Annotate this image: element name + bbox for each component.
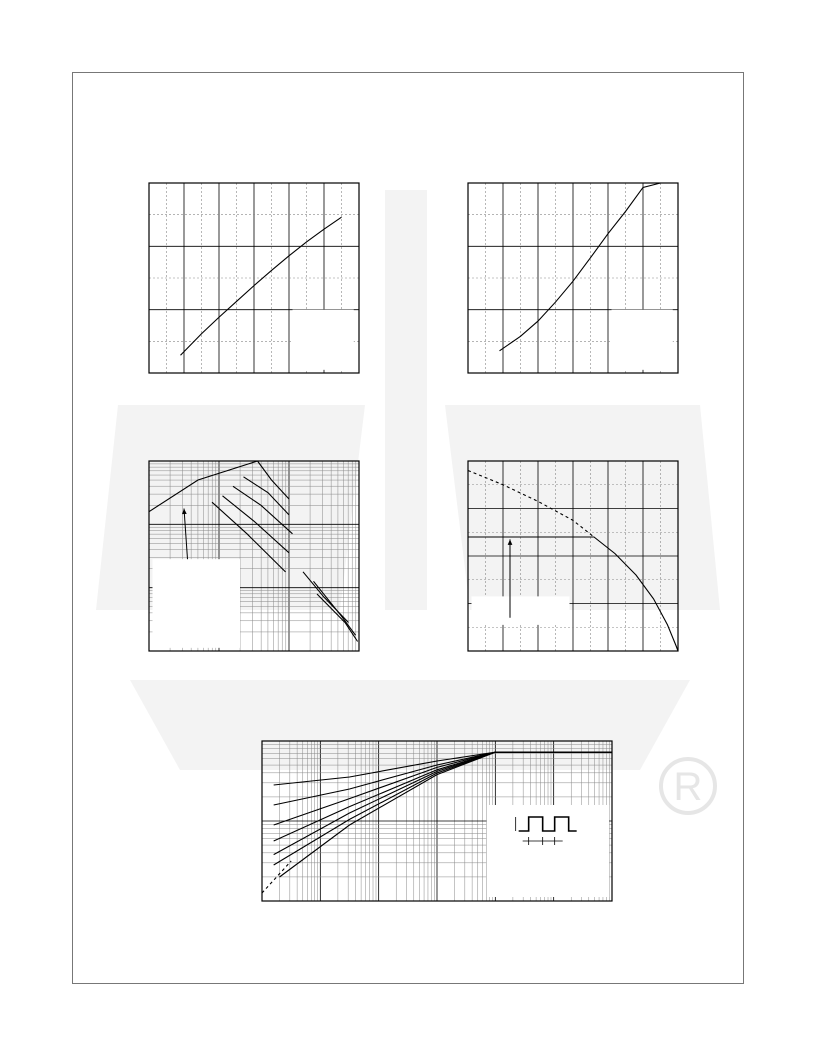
watermark-stem	[385, 190, 427, 610]
arrow-1	[184, 509, 188, 560]
arrow-head-1	[508, 539, 513, 545]
legend-box	[153, 559, 241, 648]
legend-box	[487, 805, 610, 897]
series-line-8	[314, 581, 356, 635]
registered-mark	[661, 759, 715, 813]
series-line-9	[317, 594, 358, 642]
chart-2	[467, 182, 679, 374]
registered-letter: R	[673, 765, 703, 809]
chart-4	[467, 460, 679, 652]
chart-1	[148, 182, 360, 374]
chart-5	[261, 740, 613, 902]
annotation-box	[472, 596, 570, 625]
arrow-head-1	[182, 509, 187, 515]
legend-box	[612, 310, 673, 370]
series-line-1	[468, 471, 594, 538]
legend-box	[293, 310, 354, 370]
chart-3	[148, 460, 360, 652]
